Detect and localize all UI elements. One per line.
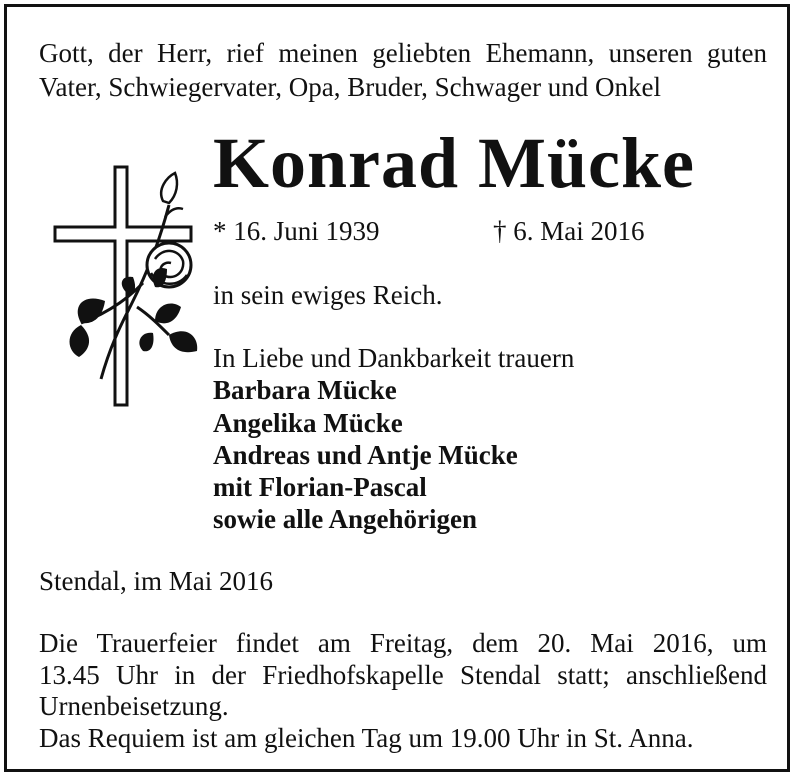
cross-with-rose-icon — [51, 165, 201, 415]
death-date: † 6. Mai 2016 — [493, 216, 645, 246]
deceased-name: Konrad Mücke — [213, 123, 696, 203]
obituary-notice — [4, 4, 790, 772]
ceremony-line-2: 13.45 Uhr in der Friedhofskapelle Stendal statt; anschließend — [39, 660, 767, 690]
requiem-line: Das Requiem ist am gleichen Tag um 19.00 Uhr in St. Anna. — [39, 723, 694, 753]
eternal-kingdom-text: in sein ewiges Reich. — [213, 280, 443, 310]
mourner-name: mit Florian-Pascal — [213, 472, 427, 502]
ceremony-line-3: Urnenbeisetzung. — [39, 691, 229, 721]
intro-line-2: Vater, Schwiegervater, Opa, Bruder, Schwager und Onkel — [39, 72, 662, 102]
mourner-name: Barbara Mücke — [213, 375, 397, 405]
mourner-name: Angelika Mücke — [213, 408, 403, 438]
ceremony-line-1: Die Trauerfeier findet am Freitag, dem 20. Mai 2016, um — [39, 628, 767, 658]
birth-date: * 16. Juni 1939 — [213, 216, 380, 246]
mourner-name: sowie alle Angehörigen — [213, 504, 477, 534]
intro-line-1: Gott, der Herr, rief meinen geliebten Ehemann, unseren guten — [39, 38, 767, 68]
mourning-intro: In Liebe und Dankbarkeit trauern — [213, 343, 575, 373]
place-date: Stendal, im Mai 2016 — [39, 566, 273, 596]
mourner-name: Andreas und Antje Mücke — [213, 440, 518, 470]
